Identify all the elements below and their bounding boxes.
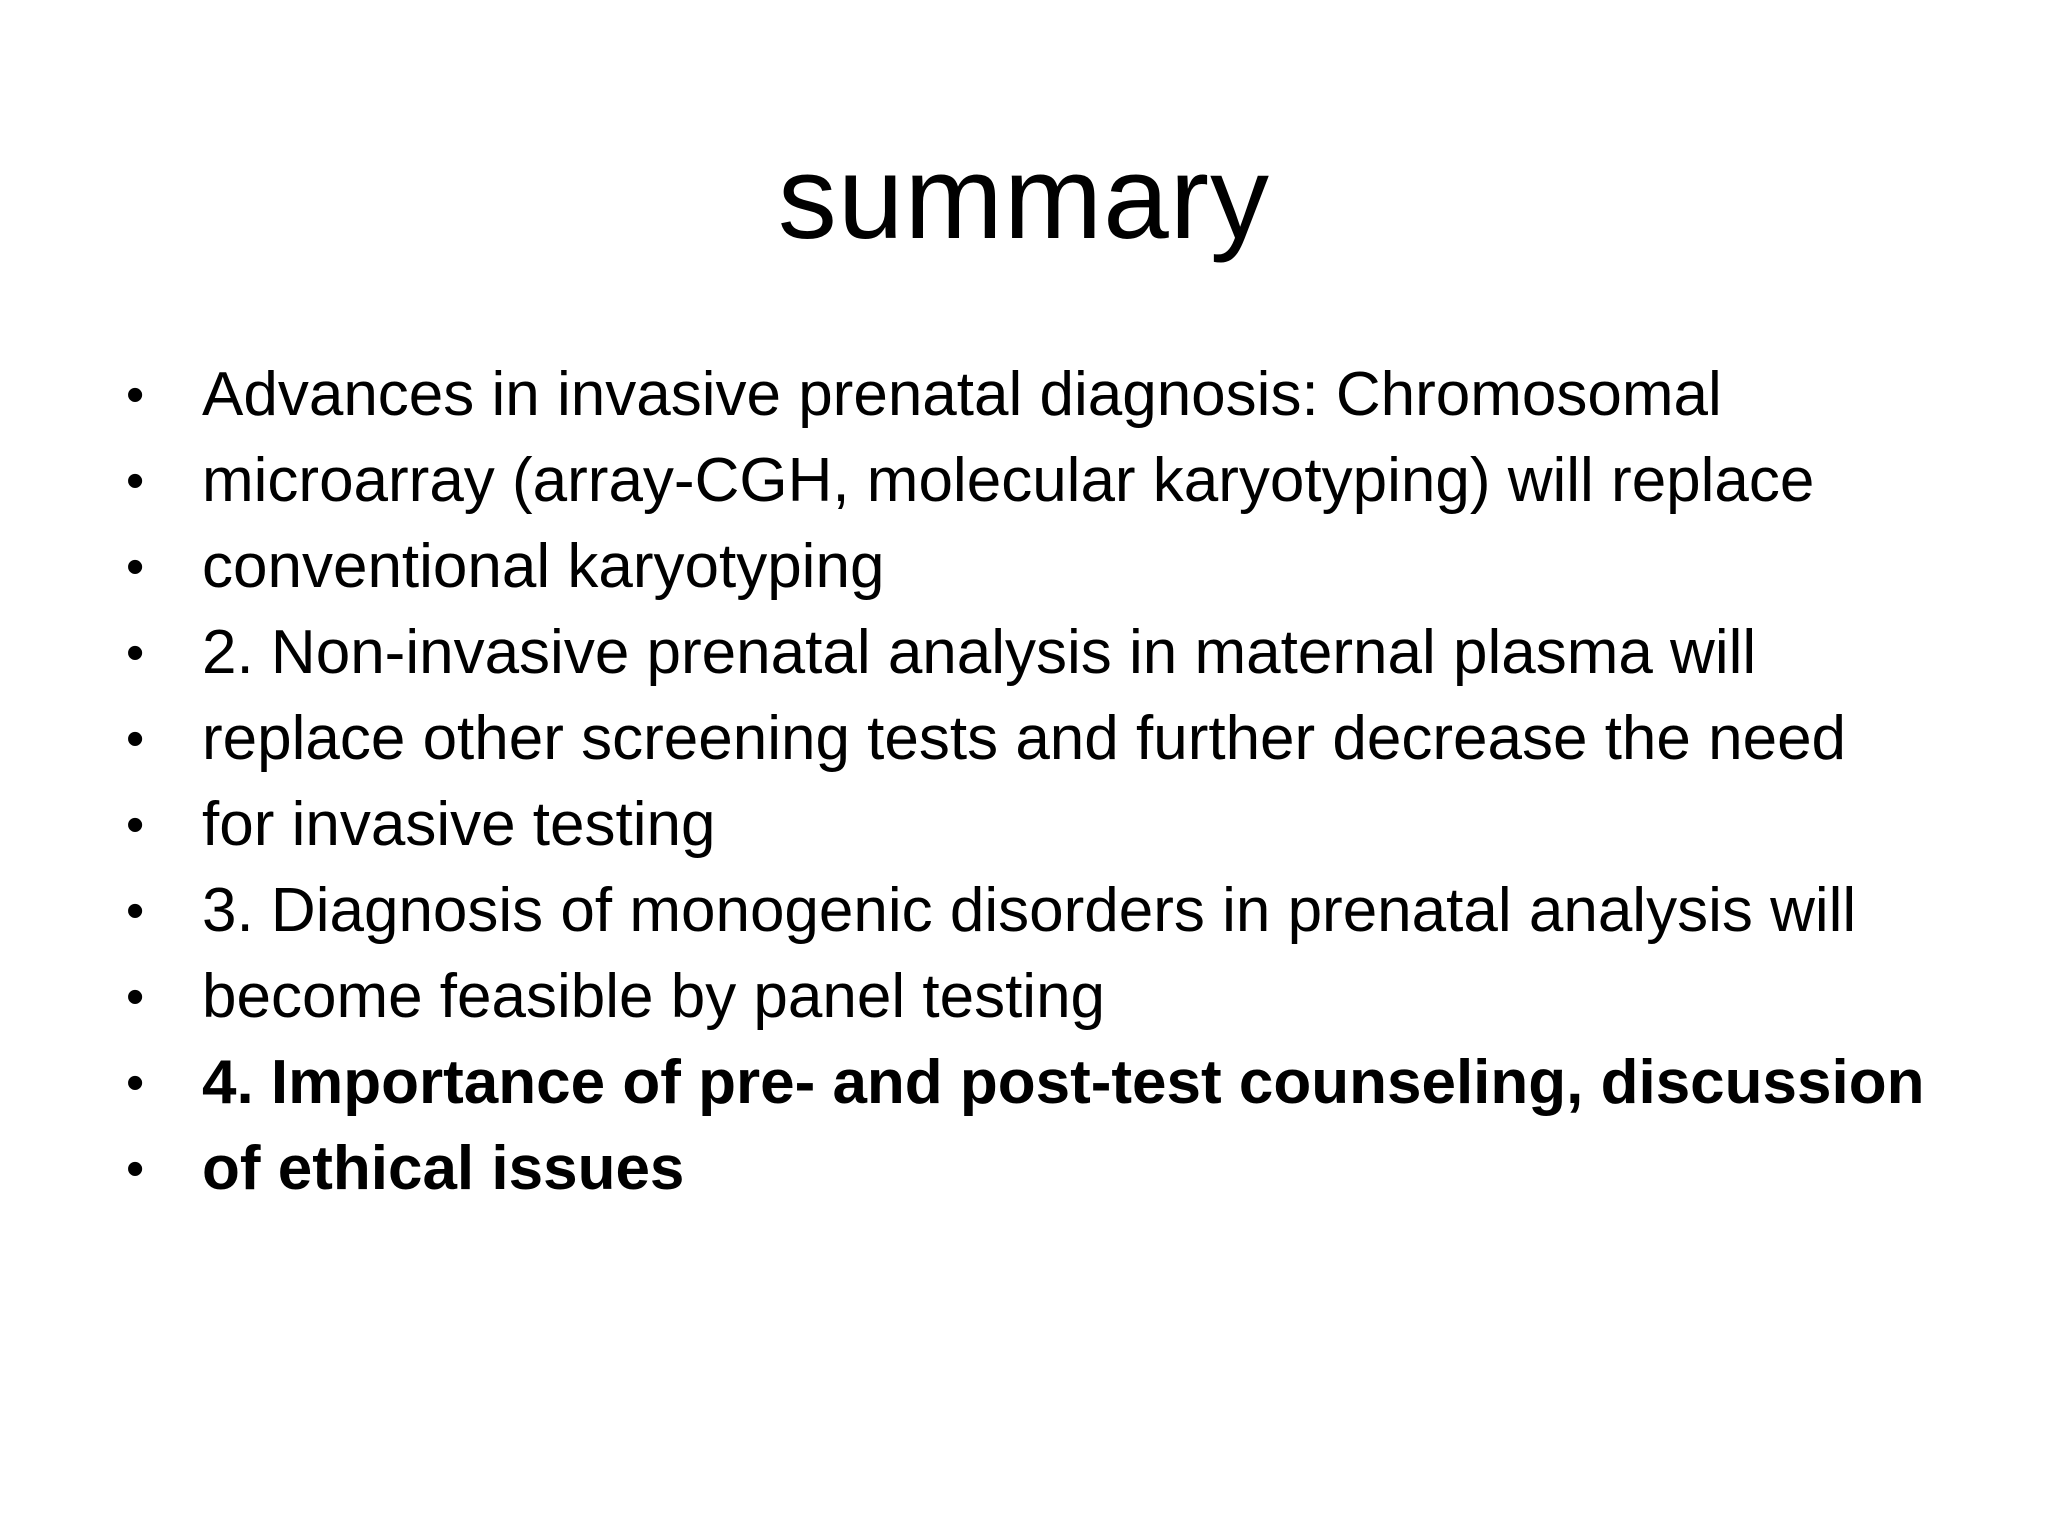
- bullet-list: [118, 362, 1958, 1222]
- bullet-item: [118, 878, 1958, 944]
- bullet-text: replace other screening tests and further decrease the need: [202, 704, 1847, 773]
- bullet-text: become feasible by panel testing: [202, 962, 1106, 1031]
- bullet-item: [118, 792, 1958, 858]
- bullet-item: [118, 964, 1958, 1030]
- bullet-icon: •: [126, 1140, 145, 1198]
- bullet-text: of ethical issues: [202, 1134, 685, 1203]
- bullet-icon: •: [126, 710, 145, 768]
- slide-title: summary: [777, 132, 1271, 264]
- bullet-icon: •: [126, 882, 145, 940]
- bullet-text: microarray (array-CGH, molecular karyotyping) will replace: [202, 446, 1815, 515]
- bullet-text: 4. Importance of pre- and post-test counseling, discussion: [202, 1048, 1925, 1117]
- bullet-item: [118, 706, 1958, 772]
- bullet-icon: •: [126, 452, 145, 510]
- bullet-text: for invasive testing: [202, 790, 716, 859]
- bullet-item: [118, 448, 1958, 514]
- bullet-text: 3. Diagnosis of monogenic disorders in prenatal analysis will: [202, 876, 1857, 945]
- bullet-icon: •: [126, 1054, 145, 1112]
- bullet-item: [118, 362, 1958, 428]
- bullet-icon: •: [126, 624, 145, 682]
- bullet-text: 2. Non-invasive prenatal analysis in maternal plasma will: [202, 618, 1757, 687]
- bullet-icon: •: [126, 538, 145, 596]
- bullet-item: [118, 1050, 1958, 1116]
- bullet-text: Advances in invasive prenatal diagnosis: Chromosomal: [202, 360, 1722, 429]
- bullet-item: [118, 534, 1958, 600]
- bullet-item: [118, 1136, 1958, 1202]
- bullet-icon: •: [126, 796, 145, 854]
- bullet-icon: •: [126, 968, 145, 1026]
- bullet-item: [118, 620, 1958, 686]
- bullet-text: conventional karyotyping: [202, 532, 885, 601]
- bullet-icon: •: [126, 366, 145, 424]
